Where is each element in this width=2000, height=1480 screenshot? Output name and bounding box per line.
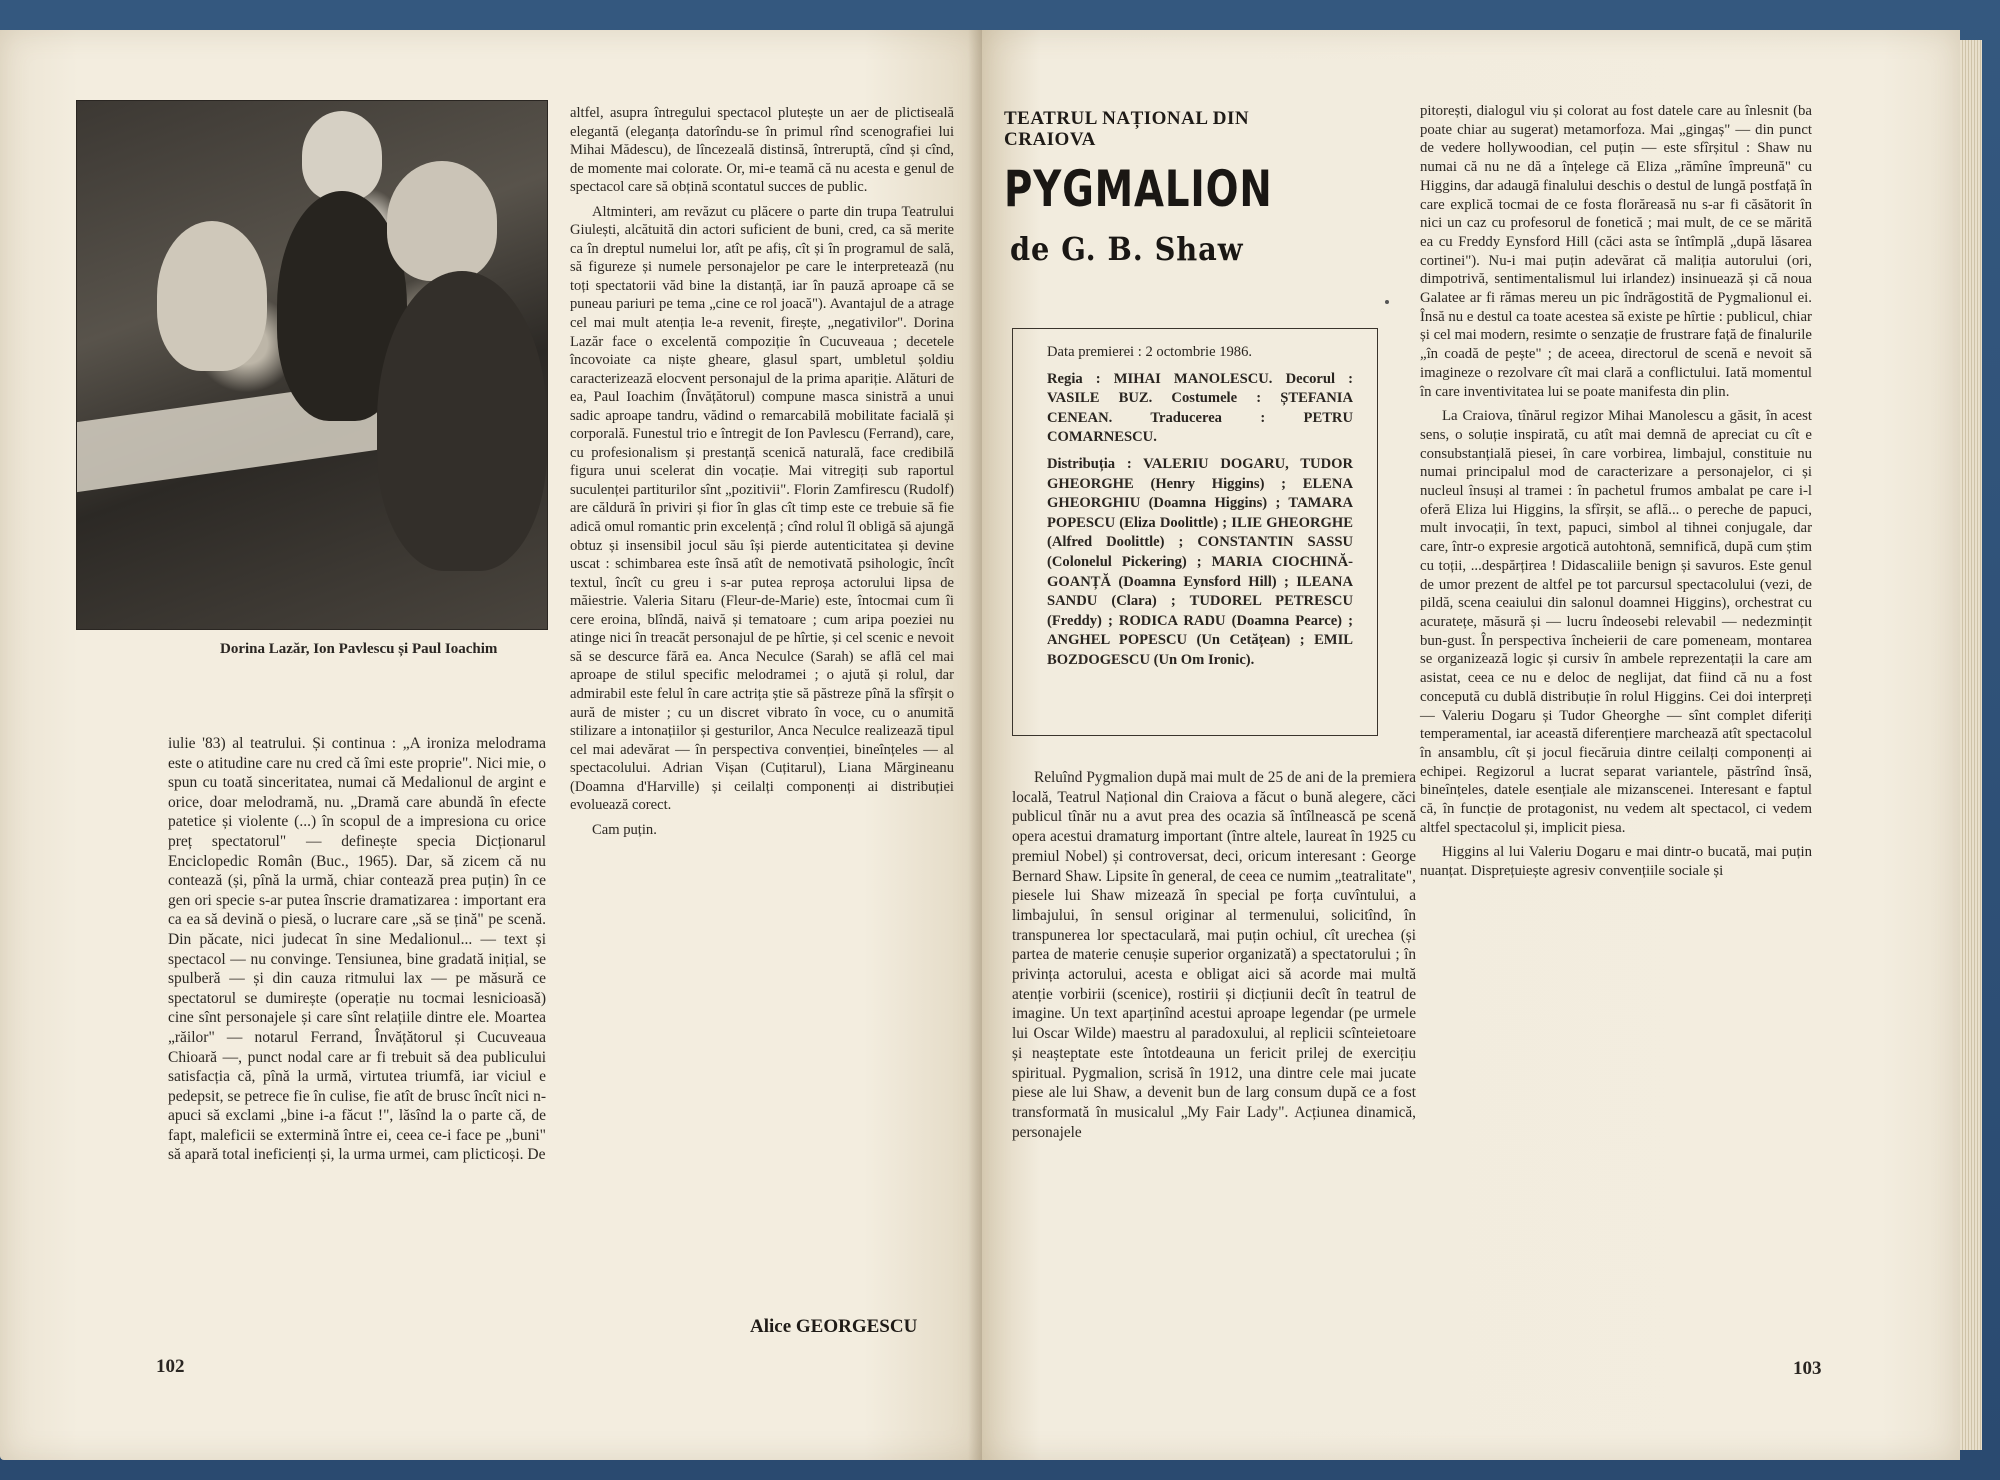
author-line: de G. B. Shaw [1010, 230, 1244, 268]
photo-caption: Dorina Lazăr, Ion Pavlescu și Paul Ioachim [220, 641, 498, 657]
page-edges [1960, 40, 1982, 1450]
right-column-c [1012, 768, 1416, 1148]
paragraph: La Craiova, tînărul regizor Mihai Manolescu a găsit, în acest sens, o soluție inspirată, cu atît mai demnă de apreciat cu cît e consubstanțială piesei, în care vorbirea, limbajul, constituie nu numai principalul mod de caracterizare a personajelor, ci și nucleul însuși al tramei : în pachetul frumos ambalat pe care i-l oferă Eliza lui Higgins, la sfîrșit, se află... o pereche de papuci, mult invocații, în text, papuci, simbol al tihnei conjugale, dar care, într-o expresie argotică autohtonă, semnifică, după cum știm cu toții, ...despărțirea ! Didascaliile benign și savuros. Este genul de umor prezent de altfel pe tot parcursul spectacolului (vezi, de pildă, scena ceaiului din salonul doamnei Higgins), orchestrat cu acuratețe, măsură și — lucru îndeosebi relevabil — nedezmințit bun-gust. În perspectiva încheierii de care pomeneam, montarea se organizează logic și cursiv în ambele reprezentații la care am asistat, ceea ce nu e deloc de neglijat, dat fiind că nu a fost concepută cu dublă distribuție în rolul Higgins. Cei doi interpreți — Valeriu Dogaru și Tudor Gheorghe — sînt complet diferiți temperamental, iar această diferențiere marchează atît spectacolul în ansamblu, cît și jocul fiecăruia dintre ceilalți componenți ai echipei. Regizorul a lucrat separat variantele, păstrînd însă, bineînțeles, datele esențiale ale mizanscenei. Interesant e faptul că, în funcție de protagonist, nu vedem alt spectacol, ci vedem altfel spectacolul și, implicit piesa. [1420, 408, 1812, 836]
paragraph: Higgins al lui Valeriu Dogaru e mai dintr-o bucată, mai puțin nuanțat. Disprețuiește agresiv convențiile sociale și [1420, 844, 1812, 880]
right-column-d [1420, 102, 1812, 887]
production-credits: Regia : MIHAI MANOLESCU. Decorul : VASILE BUZ. Costumele : ȘTEFANIA CENEAN. Traducerea : PETRU COMARNESCU. [1047, 370, 1353, 446]
premiere-date: Data premierei : 2 octombrie 1986. [1047, 344, 1253, 360]
photo-figure-center-head [302, 111, 382, 201]
paragraph: pitorești, dialogul viu și colorat au fost datele care au înlesnit (ba poate chiar au sugerat) metamorfoza. Mai „gingaș" — din punct de vedere hollywoodian, cel puțin — este sfîrșitul : Shaw nu numai că nu ne dă a înțelege că Eliza „rămîne împreună" cu Higgins, dar adaugă finalului deschis o destul de lungă postfață în care explică tocmai de ce fosta florăreasă nu s-ar fi căsătorit în nici un caz cu profesorul de fonetică ; mai mult, de ce se mărită ea cu Freddy Eynsford Hill (căci asta se întîmplă „după lăsarea cortinei"). Nu-i mai puțin adevărat că malițiа autorului (ori, dimpotrivă, sentimentalismul lui irlandez) insinuează și că noua Galatee ar fi rămas mereu un pic îndrăgostită de Pygmalionul ei. Însă nu e destul ca toate acestea să existe pe hîrtie : publicul, chiar și cel mai modern, resimte o senzație de frustrare față de finalurile „în coadă de pește" ; de aceea, directorul de scenă e nevoit să imagineze o rezolvare cît mai clară a conflictului. Iată momentul în care inventivitatea lui se poate manifesta din plin. [1420, 103, 1812, 400]
paragraph: iulie '83) al teatrului. Și continua : „A ironiza melodrama este o atitudine care nu cred că îmi este proprie". Nici mie, o spun cu toată sinceritatea, numai că Medalionul de argint e orice, doar melodramă, nu. „Dramă care abundă în efecte patetice și violente (...) în scopul de a impresiona cu orice preț spectatorul" — definește specia Dicționarul Enciclopedic Român (Buc., 1965). Dar, să zicem că nu contează (și, pînă la urmă, chiar contează prea puțin) în ce gen ori specie s-ar putea înscrie dramatizarea : important era ca ea să devină o piesă, o lucrare care „să se țină" pe scenă. Din păcate, nici judecat în sine Medalionul... — text și spectacol — nu convinge. Tensiunea, bine gradată inițial, se spulberă — și din cauza ritmului lax — pe măsură ce spectatorul se dumirește (operație nu tocmai lesnicioasă) cine sînt personajele și care sînt relațiile dintre ele. Moartea „răilor" — notarul Ferrand, Învățătorul și Cucuveaua Chioară —, punct nodal care ar fi trebuit să dea publicului satisfacția că, pînă la urmă, virtutea triumfă, iar viciul e pedepsit, se petrece fie în culise, fie atît de brusc încît nici n-apuci să exclami „bine i-a făcut !", lăsînd la o parte că, de fapt, maleficii se extermină între ei, ceea ce-i face pe „buni" să apară total ineficienți și, la urma urmei, cam plicticoși. De [168, 735, 546, 1164]
cast-list: Distribuția : VALERIU DOGARU, TUDOR GHEORGHE (Henry Higgins) ; ELENA GHEORGHIU (Doamna Higgins) ; TAMARA POPESCU (Eliza Doolittle) ; ILIE GHEORGHE (Alfred Doolittle) ; CONSTANTIN SASSU (Colonelul Pickering) ; MARIA CIOCHINĂ-GOANȚĂ (Doamna Eynsford Hill) ; ILEANA SANDU (Clara) ; TUDOREL PETRESCU (Freddy) ; RODICA RADU (Doamna Pearce) ; ANGHEL POPESCU (Un Cetățean) ; EMIL BOZDOGESCU (Un Om Ironic). [1047, 455, 1353, 668]
theatre-name: TEATRUL NAȚIONAL DIN CRAIOVA [1004, 108, 1250, 150]
photo-figure-right [377, 271, 547, 571]
page-number-left: 102 [156, 1356, 185, 1377]
paragraph: Altminteri, am revăzut cu plăcere o parte din trupa Teatrului Giulești, alcătuită din actori suficient de buni, cred, ca să merite ca în dreptul numelui lor, atît pe afiș, cît și în programul de sală, să figureze și numele personajelor pe care le interpretează (nu toți spectatorii văd bine la distanță, iar în pauză aproape că se puneau pariuri pe tema „cine ce rol joacă"). Avantajul de a atrage cel mai mult atenția le-a revenit, firește, „negativilor". Dorina Lazăr face o excelentă compoziție în Cucuveaua ; decetele încovoiate ca niște gheare, glasul spart, umbletul șoldiu caracterizează elocvent personajul de la prima apariție. Alături de ea, Paul Ioachim (Învățătorul) compune masca sinistră a unui sadic aproape tandru, vădind o remarcabilă mobilitate facială și corporală. Funestul trio e întregit de Ion Pavlescu (Ferrand), care, cu profesionalism și prestanță scenică naturală, face credibilă figura unui scelerat din vocație. Mai vitregiți sub raportul suculenței partiturilor sînt „pozitivii". Florin Zamfirescu (Rudolf) are căldură în priviri și fior în glas cît timp este ce trebuie să fie adică omul romantic prin excelență ; cînd rolul îl obligă să ajungă obtuz și insensibil jocul său își pierde autenticitatea și devine uscat : schimbarea este însă atît de nemotivată psihologic, încît textul, încît cu greu i s-ar putea reproșa actorului lipsa de măiestrie. Valeria Sitaru (Fleur-de-Marie) este, întocmai cum îi cere eroina, blîndă, naivă și tematoare ; cum aripa poeziei nu atinge nici în treacăt personajul de pe hîrtie, și cel scenic e nevoit să se descurce fără ea. Anca Neculce (Sarah) se află cel mai aproape de stilul specific melodramei ; o ajută și rolul, dar admirabil este felul în care actrița știe să păstreze pînă la sfîrșit o aură de mister ; cu un discret vibrato în voce, cu o anumită stilizare a intonațiilor și gesturilor, Anca Neculce realizează tipul cel mai adevărat — în perspectiva convenției, bineînțeles — al spectacolului. Adrian Vișan (Cuțitarul), Liana Mărgineanu (Doamna d'Harville) și ceilalți componenți ai distribuției evoluează corect. [570, 203, 954, 814]
left-column-b [570, 104, 954, 845]
photo-figure-right-head [387, 161, 497, 281]
photo-figure-left [157, 221, 267, 371]
credits-box [1012, 328, 1378, 736]
play-title: PYGMALION [1004, 160, 1273, 218]
page-number-right: 103 [1793, 1358, 1822, 1379]
left-column-a [168, 734, 546, 1171]
paragraph: Cam puțin. [592, 821, 657, 838]
paragraph: Reluînd Pygmalion după mai mult de 25 de ani de la premiera locală, Teatrul Național din Craiova a făcut o bună alegere, căci publicul tînăr nu a avut prea des ocazia să întîlnească pe scenă opera acestui dramaturg important (între altele, laureat în 1925 cu premiul Nobel) și controversat, deci, oricum interesant : George Bernard Shaw. Lipsite în general, de ceea ce numim „teatralitate", piesele lui Shaw mizează în special pe forța cuvîntului, a limbajului, în sensul originar al termenului, solicitînd, în transpunerea lor spectaculară, mai puțin ochiul, cît urechea (și partea de materie cenușie superior organizată) a spectatorului ; în privința actorului, acesta e obligat aici să acorde mai multă atenție vorbirii (scenice), rostirii și dicțiunii decît în teatrul de imagine. Un text aparținînd acestui aproape legendar (pe urmele lui Oscar Wilde) maestru al paradoxului, al replicii scînteietoare și neașteptate este întotdeauna un fericit prilej de exercițiu spiritual. Pygmalion, scrisă în 1912, una dintre cele mai jucate piese ale lui Shaw, a devenit bun de larg consum după ce a fost transformată în musicalul „My Fair Lady". Acțiunea dinamică, personajele [1012, 769, 1416, 1141]
paragraph: altfel, asupra întregului spectacol plutește un aer de plictiseală elegantă (eleganța datorîndu-se în primul rînd scenografiei lui Mihai Mădescu), de lîncezeală distinsă, întreruptă, cînd și cînd, de momente mai colorate. Or, mi-e teamă că nu acesta e genul de spectacol care să obțină scontatul succes de public. [570, 105, 954, 196]
ornament-dot [1385, 300, 1389, 304]
stage-photo [76, 100, 548, 630]
author-signature: Alice GEORGESCU [750, 1316, 918, 1337]
